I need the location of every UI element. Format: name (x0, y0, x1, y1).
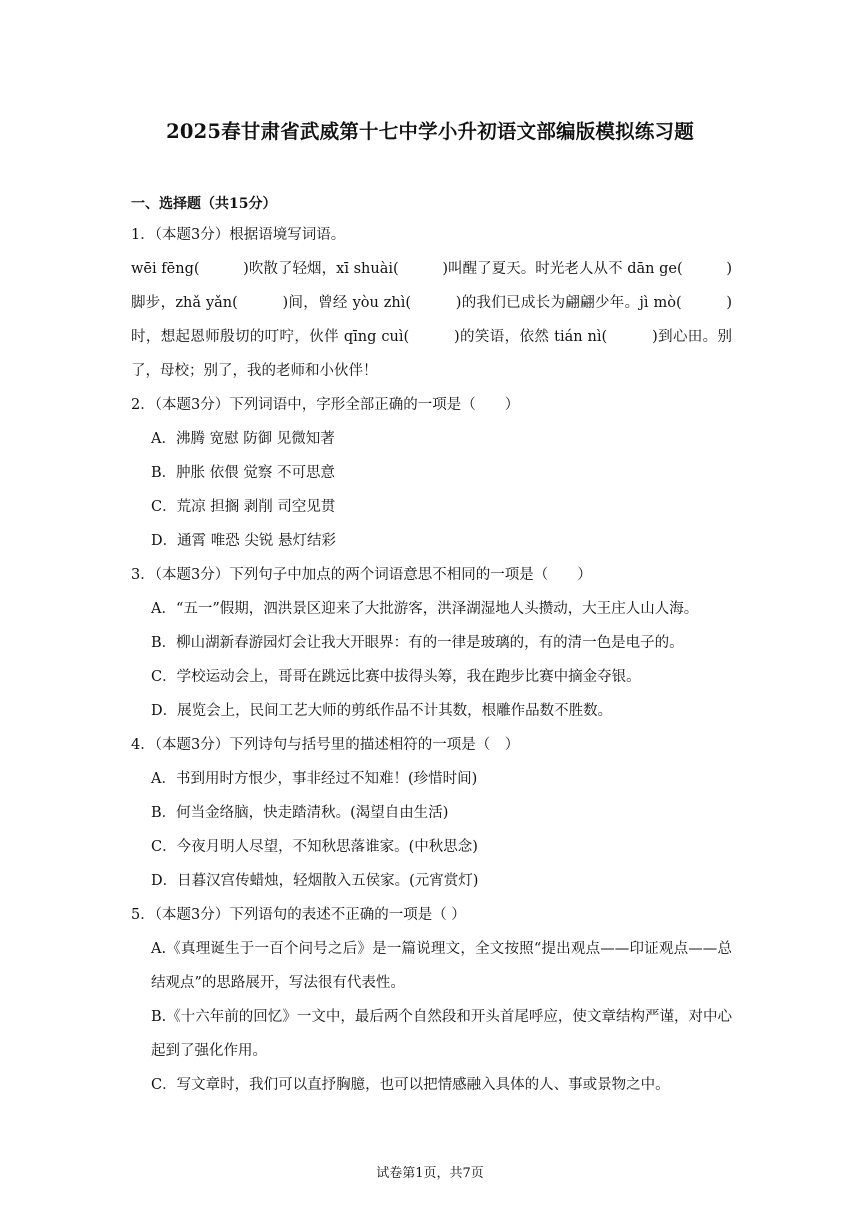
question-3 (131, 558, 732, 728)
option-b: B．肿胀 依偎 觉察 不可思意 (151, 465, 335, 481)
question-1 (131, 218, 732, 388)
option-a: A．沸腾 宽慰 防御 见微知著 (151, 431, 335, 447)
option-b: B．何当金络脑，快走踏清秋。(渴望自由生活) (151, 805, 449, 821)
option-b: B.《十六年前的回忆》一文中，最后两个自然段和开头首尾呼应，使文章结构严谨，对中心起到了强化作用。 (151, 1009, 732, 1059)
option-a: A．“五一”假期，泗洪景区迎来了大批游客，洪泽湖湿地人头攒动，大王庄人山人海。 (151, 601, 699, 617)
exam-content (131, 191, 732, 1102)
section-heading: 一、选择题（共15分） (131, 196, 277, 212)
option-a: A.《真理诞生于一百个问号之后》是一篇说理文，全文按照“提出观点——印证观点——总结观点”的思路展开，写法很有代表性。 (151, 941, 732, 991)
option-d: D．展览会上，民间工艺大师的剪纸作品不计其数，根雕作品数不胜数。 (151, 703, 613, 719)
question-stem: 1．（本题3分）根据语境写词语。 (131, 227, 346, 243)
question-2 (131, 388, 732, 558)
option-d: D．通霄 唯恐 尖锐 悬灯结彩 (151, 533, 336, 549)
option-d: D．日暮汉宫传蜡烛，轻烟散入五侯家。(元宵赏灯) (151, 873, 479, 889)
option-c: C．写文章时，我们可以直抒胸臆，也可以把情感融入具体的人、事或景物之中。 (151, 1077, 670, 1093)
option-b: B．柳山湖新春游园灯会让我大开眼界：有的一律是玻璃的，有的清一色是电子的。 (151, 635, 684, 651)
page-title: 2025春甘肃省武威第十七中学小升初语文部编版模拟练习题 (166, 120, 694, 143)
question-5 (131, 898, 732, 1102)
question-stem: 5．（本题3分）下列语句的表述不正确的一项是（ ） (131, 907, 466, 923)
option-c: C．学校运动会上，哥哥在跳远比赛中拔得头筹，我在跑步比赛中摘金夺银。 (151, 669, 641, 685)
question-stem: 3．（本题3分）下列句子中加点的两个词语意思不相同的一项是（ ） (131, 567, 592, 583)
question-4 (131, 728, 732, 898)
option-a: A．书到用时方恨少，事非经过不知难！(珍惜时间) (151, 771, 478, 787)
question-passage: wēi fēng( )吹散了轻烟，xī shuài( )叫醒了夏天。时光老人从不 dān ge( )脚步，zhǎ yǎn( )间，曾经 yòu zhì( )的我们已成长为翩翩少年。jì mò( )时，想起恩师殷切的叮咛，伙伴 qīng cuì( )的笑语，依然 tián nì( )到心田。别了，母校；别了，我的老师和小伙伴！ (131, 261, 732, 379)
page-footer: 试卷第1页，共7页 (376, 1166, 484, 1181)
question-stem: 2．（本题3分）下列词语中，字形全部正确的一项是（ ） (131, 397, 520, 413)
option-c: C．荒凉 担搁 剥削 司空见贯 (151, 499, 336, 515)
question-stem: 4．（本题3分）下列诗句与括号里的描述相符的一项是（ ） (131, 737, 520, 753)
option-c: C．今夜月明人尽望，不知秋思落谁家。(中秋思念) (151, 839, 478, 855)
